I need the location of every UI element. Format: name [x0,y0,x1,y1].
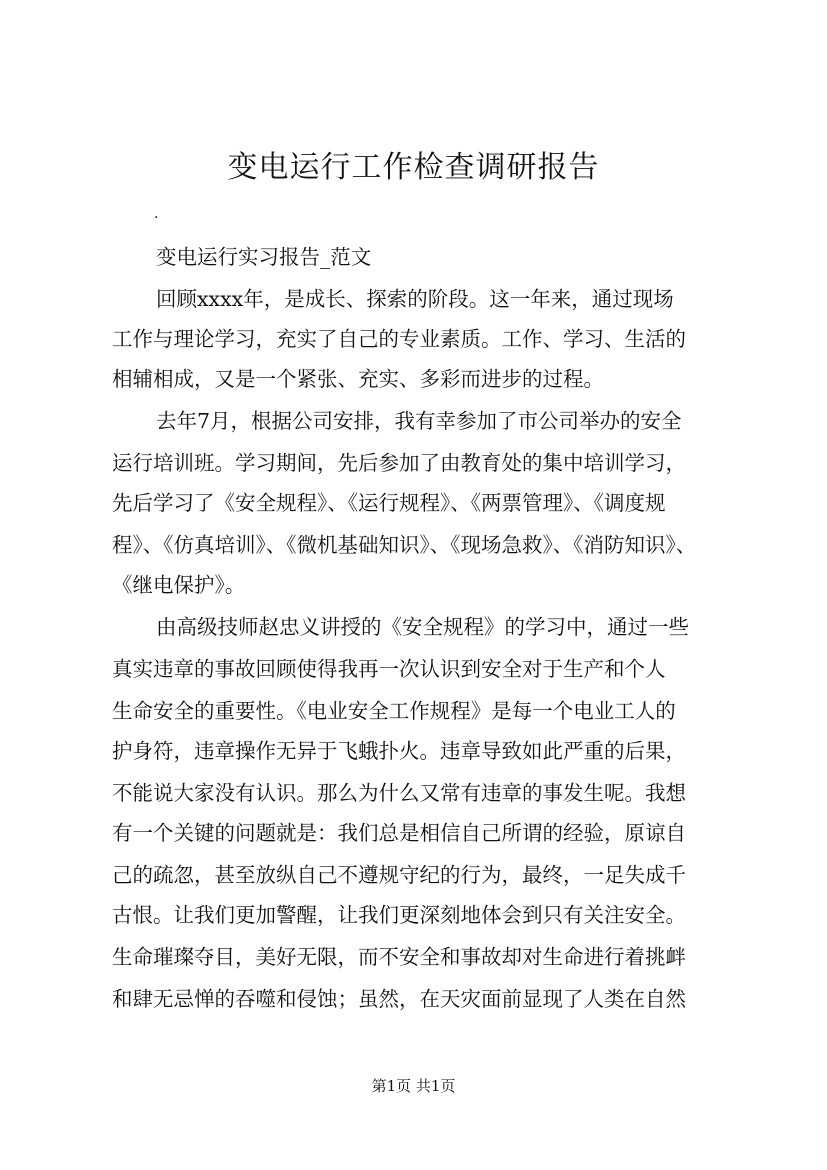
paragraph-line: 工作与理论学习，充实了自己的专业素质。工作、学习、生活的 [112,327,686,351]
paragraph-line: 有一个关键的问题就是：我们总是相信自己所谓的经验，原谅自 [112,821,686,845]
paragraph-line: 生命安全的重要性。《电业安全工作规程》是每一个电业工人的 [112,699,676,723]
document-title: 变电运行工作检查调研报告 [227,150,600,185]
stray-dot: . [154,206,159,222]
paragraph-line: 先后学习了《安全规程》、《运行规程》、《两票管理》、《调度规 [112,491,666,515]
paragraph-line: 相辅相成，又是一个紧张、充实、多彩而进步的过程。 [112,367,604,391]
paragraph-line: 生命璀璨夺目，美好无限，而不安全和事故却对生命进行着挑衅 [112,945,686,969]
paragraph-line: 回顾xxxx年，是成长、探索的阶段。这一年来，通过现场 [156,287,674,311]
paragraph-line: 护身符，违章操作无异于飞蛾扑火。违章导致如此严重的后果， [112,739,686,763]
paragraph-line: 程》、《仿真培训》、《微机基础知识》、《现场急救》、《消防知识》、 [112,533,697,557]
paragraph-line: 和肆无忌惮的吞噬和侵蚀；虽然，在天灾面前显现了人类在自然 [112,987,686,1011]
paragraph-line: 不能说大家没有认识。那么为什么又常有违章的事发生呢。我想 [112,781,686,805]
paragraph-line: 运行培训班。学习期间，先后参加了由教育处的集中培训学习， [112,451,686,475]
paragraph-line: 古恨。让我们更加警醒，让我们更深刻地体会到只有关注安全。 [112,903,686,927]
paragraph-line: 《继电保护》。 [112,573,246,597]
paragraph-line: 去年7月，根据公司安排，我有幸参加了市公司举办的安全 [156,409,682,433]
subtitle-line: 变电运行实习报告_范文 [156,245,372,269]
page-number-footer: 第1页 共1页 [371,1077,456,1095]
paragraph-line: 由高级技师赵忠义讲授的《安全规程》的学习中，通过一些 [156,615,689,639]
paragraph-line: 己的疏忽，甚至放纵自己不遵规守纪的行为，最终，一足失成千 [112,863,686,887]
paragraph-line: 真实违章的事故回顾使得我再一次认识到安全对于生产和个人 [112,657,666,681]
